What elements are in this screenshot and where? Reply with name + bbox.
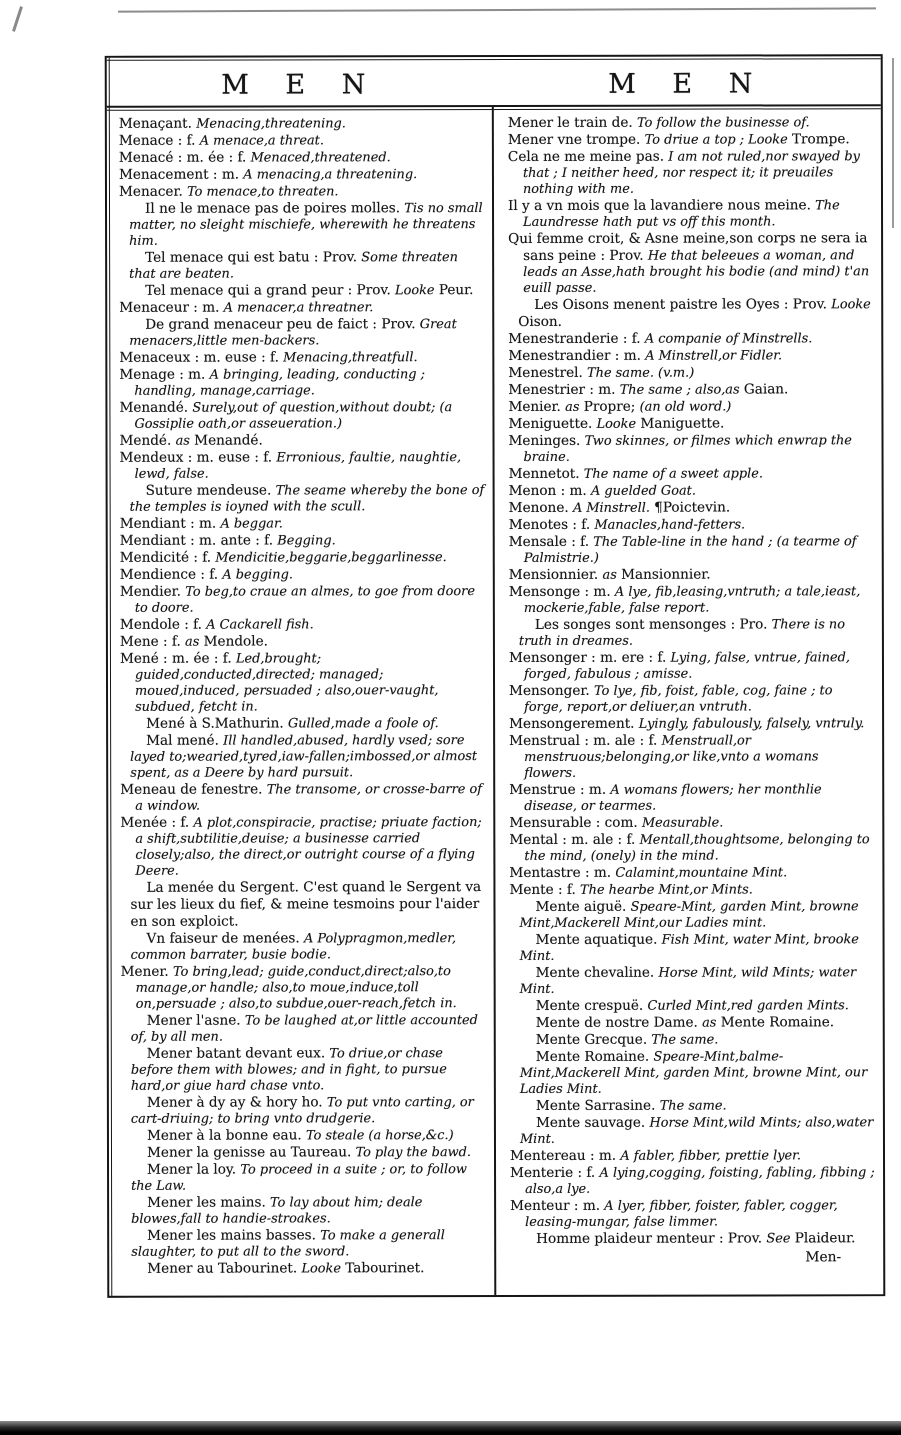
entry-roman-text: Mansionnier. [621,566,711,583]
dictionary-entry [510,1031,875,1049]
entry-italic-text: Horse Mint,wild Mints; also,water Mint. [519,1115,874,1147]
running-title-right: M E N [608,67,767,100]
entry-roman-text: Mener le train de. [507,114,633,131]
entry-roman-text: Menacement : m. [118,166,240,183]
dictionary-entry [508,381,873,399]
entry-roman-text: Menestrel. [508,364,583,381]
dictionary-entry [120,650,485,716]
dictionary-entry [121,1227,486,1261]
entry-italic-text: The same. [659,1098,727,1114]
entry-italic-text: Led,brought; guided,conducted,directed; managed; moued,induced, persuaded ; also,ouer-vaught, subdued, fetcht in. [134,651,439,715]
dictionary-entry [508,432,873,466]
entry-roman-text: Suture mendeuse. [145,482,272,499]
entry-roman-text: Mente Romaine. [535,1048,650,1065]
entry-italic-text: Mentall,thoughtsome, belonging to the mind, (onely) in the mind. [524,832,870,864]
entry-italic-text: A Minstrell,or Fidler. [645,348,783,364]
dictionary-entry [510,1097,875,1115]
entry-italic-text: as [175,433,190,449]
scan-bottom-edge-artifact [0,1421,901,1435]
entry-roman-text: Menestranderie : f. [508,330,641,347]
entry-italic-text: Menacing,threatfull. [283,350,418,366]
entry-italic-text: The Table-line in the hand ; (a tearme of Palmistrie.) [523,534,857,566]
entry-roman-text: Meninges. [508,432,581,449]
dictionary-entry [509,831,874,865]
entry-italic-text: A menacer,a threatner. [223,300,374,316]
entry-italic-text: Ill handled,abused, hardly vsed; sore layed to;wearied,tyred,iaw-fallen;imbossed,or almost spent, as a Deere by hard pursuit. [130,733,478,781]
dictionary-entry [120,732,485,782]
dictionary-entry [119,432,484,450]
dictionary-entry [121,1260,486,1278]
dictionary-entry [508,398,873,416]
entry-italic-text: Looke [395,283,435,299]
entry-italic-text: Menacing,threatening. [196,116,346,132]
entry-roman-text: Menotes : f. [508,516,591,533]
entry-italic-text: To put vnto carting, or cart-driuing; to bring vnto drudgerie. [130,1095,474,1127]
entry-italic-text: Looke [301,1261,342,1277]
entry-roman-text: Mensonger. [509,682,590,699]
dictionary-entry [510,1197,875,1231]
entry-roman-text: Menone. [508,499,569,516]
entry-roman-text: Menaceur : m. [119,299,220,316]
entry-roman-text: Mensionnier. [508,566,599,583]
entry-roman-text: Menon : m. [508,482,587,499]
dictionary-entry [509,814,874,832]
dictionary-entry [509,864,874,882]
entry-roman-text: Meneau de fenestre. [120,781,263,798]
entry-italic-text: Begging. [277,533,336,549]
dictionary-entry [510,931,875,965]
dictionary-entry [508,296,873,331]
entry-roman-text: Menestrier : m. [508,381,616,398]
dictionary-entry [510,1114,875,1148]
entry-italic-text: A plot,conspiracie, practise; priuate faction; a shift,subtilitie,deuise; a businesse carried closely;also, the direct,or outright course of a flying Deere. [135,815,482,879]
entry-roman-text: Menace : f. [118,132,196,149]
entry-italic-text: The transome, or crosse-barre of a window. [135,782,483,814]
dictionary-entry [120,633,485,651]
page-frame [105,54,886,1298]
dictionary-entry [121,930,486,964]
entry-italic-text: A womans flowers; her monthlie disease, or tearmes. [524,782,822,814]
entry-italic-text: Calamint,mountaine Mint. [615,865,788,881]
dictionary-entry [121,1045,486,1095]
dictionary-entry [509,465,874,483]
entry-roman-text: Trompe. [791,131,850,148]
left-column [107,107,494,1296]
entry-roman-text: Homme plaideur menteur : Prov. [536,1230,763,1247]
entry-roman-text: Mener à dy ay & hory ho. [146,1094,323,1111]
entry-italic-text: A lye, fib,leasing,vntruth; a tale,ieast, mockerie,fable, false report. [523,584,861,616]
entry-italic-text: Fish Mint, water Mint, brooke Mint. [519,932,859,964]
dictionary-entry [510,1230,875,1248]
dictionary-entry [119,115,484,133]
dictionary-entry [120,781,485,815]
entry-italic-text: A Cackarell fish. [206,617,314,633]
dictionary-entry [119,183,484,201]
entry-roman-text: Mente aiguë. [535,898,627,915]
entry-italic-text: To steale (a horse,&c.) [305,1128,454,1144]
dictionary-entry [119,316,484,350]
dictionary-entry [508,230,873,297]
entry-italic-text: To play the bawd. [355,1145,472,1161]
dictionary-entry [120,449,485,483]
entry-italic-text: Surely,out of question,without doubt; (a Gossiplie oath,or asseueration.) [134,400,453,432]
entry-italic-text: as [185,634,200,650]
entry-roman-text: Gaian. [743,381,789,398]
entry-italic-text: A guelded Goat. [590,483,696,499]
entry-italic-text: There is no truth in dreames. [518,617,846,649]
entry-italic-text: Curled Mint,red garden Mints. [647,998,849,1014]
dictionary-entry [119,200,484,250]
entry-italic-text: A menacing,a threatening. [243,167,418,183]
entry-roman-text: Vn faiseur de menées. [146,930,300,947]
entry-roman-text: Menandé. [194,432,263,449]
entry-roman-text: Menage : m. [119,366,206,383]
dictionary-entry [120,616,485,634]
dictionary-entry [121,1127,486,1145]
entry-italic-text: A lyer, fibber, foister, fabler, cogger, leasing-mungar, false limmer. [525,1198,838,1230]
dictionary-entry [119,399,484,433]
entry-italic-text: Horse Mint, wild Mints; water Mint. [519,965,857,997]
entry-italic-text: Erronious, faultie, naughtie, lewd, false. [134,450,462,482]
entry-roman-text: Mendole : f. [119,616,203,633]
dictionary-entry [509,499,874,517]
entry-roman-text: Mensonger : m. ere : f. [508,649,667,666]
entry-italic-text: To beg,to craue an almes, to goe from doore to doore. [134,584,475,616]
entry-italic-text: A beggar. [220,516,283,532]
entry-roman-text: Tabourinet. [345,1260,425,1277]
entry-italic-text: Manacles,hand-fetters. [594,517,746,533]
dictionary-entry [119,299,484,317]
entry-roman-text: Qui femme croit, & Asne meine,son corps ne sera ia sans peine : Prov. [508,230,868,264]
entry-roman-text: Propre; [583,398,636,415]
entry-roman-text: La menée du Sergent. C'est quand le Sergent va sur les lieux du fief, & meine tesmoins pour l'aider en son exploict. [130,879,482,930]
entry-italic-text: A bringing, leading, conducting ; handling, manage,carriage. [134,367,425,399]
dictionary-entry [510,1164,875,1198]
dictionary-entry [508,114,873,132]
dictionary-entry [121,1012,486,1046]
dictionary-entry [121,1161,486,1195]
text-columns [107,104,883,1296]
entry-roman-text: Mente : f. [509,881,576,898]
entry-roman-text: Mener la genisse au Taureau. [146,1144,352,1161]
entry-italic-text: Looke [831,297,871,313]
entry-italic-text: The Laundresse hath put vs off this month. [523,198,840,230]
entry-italic-text: To driue a top ; Looke [644,132,788,148]
dictionary-entry [120,482,485,516]
dictionary-entry [510,1147,875,1165]
entry-roman-text: Mener au Tabourinet. [147,1260,298,1277]
entry-roman-text: Mener batant devant eux. [146,1045,326,1062]
dictionary-entry [120,715,485,733]
entry-italic-text: (an old word.) [639,399,732,415]
entry-roman-text: Menacer. [118,183,183,200]
dictionary-entry [119,366,484,400]
dictionary-entry [120,814,485,880]
dictionary-entry [509,682,874,716]
dictionary-entry [509,649,874,683]
dictionary-entry [120,879,485,931]
running-title-left: M E N [221,68,380,101]
entry-italic-text: A menace,a threat. [199,133,324,149]
entry-roman-text: Plaideur. [794,1230,856,1247]
dictionary-entry [120,549,485,567]
entry-italic-text: Speare-Mint, garden Mint, browne Mint,Mackerell Mint,our Ladies mint. [519,899,859,931]
entry-italic-text: To bring,lead; guide,conduct,direct;also,to manage,or handle; also,to moue,induce,toll on,persuade ; also,to subdue,ouer-reach,fetch in. [135,964,457,1012]
entry-roman-text: Mener vne trompe. [507,131,641,148]
dictionary-entry [509,533,874,567]
entry-roman-text: Mener les mains basses. [147,1227,316,1244]
dictionary-entry [510,964,875,998]
dictionary-entry [119,166,484,184]
entry-roman-text: Peur. [438,282,474,299]
entry-italic-text: The same ; also,as [619,382,740,398]
entry-roman-text: Mendiant : m. [119,515,217,532]
entry-roman-text: Mendier. [119,583,181,600]
entry-roman-text: Mente sauvage. [535,1114,646,1131]
entry-roman-text: Menestrandier : m. [508,347,641,364]
entry-roman-text: Mener l'asne. [146,1012,241,1029]
scan-edge-corner-artifact [12,6,23,32]
dictionary-entry [119,149,484,167]
entry-italic-text: The seame whereby the bone of the temples is ioyned with the scull. [129,483,485,515]
entry-roman-text: Mente de nostre Dame. [535,1014,698,1031]
dictionary-entry [509,566,874,584]
entry-roman-text: Menstrue : m. [509,781,607,798]
entry-roman-text: Mentereau : m. [509,1147,617,1164]
entry-italic-text: To menace,to threaten. [187,184,339,200]
entry-roman-text: Menandé. [119,399,189,416]
entry-roman-text: Tel menace qui a grand peur : Prov. [145,282,391,299]
entry-roman-text: Menstrual : m. ale : f. [509,732,658,749]
entry-italic-text: To follow the businesse of. [636,115,810,131]
dictionary-entry [509,715,874,733]
entry-roman-text: Mener. [120,963,169,980]
entry-italic-text: To make a generall slaughter, to put all to the sword. [131,1228,445,1260]
entry-roman-text: Tel menace qui est batu : Prov. [145,249,358,266]
dictionary-entry [510,1014,875,1032]
dictionary-entry [509,781,874,815]
entry-italic-text: A fabler, fibber, prettie lyer. [620,1148,801,1164]
entry-roman-text: Mener à la bonne eau. [146,1127,302,1144]
entry-italic-text: A lying,cogging, foisting, fabling, fibbing ; also,a lye. [525,1165,875,1197]
entry-roman-text: Maniguette. [640,415,725,432]
dictionary-entry [508,148,873,198]
dictionary-entry [119,132,484,150]
entry-roman-text: Mendole. [203,633,268,650]
dictionary-entry [120,515,485,533]
entry-italic-text: To lay about him; deale blowes,fall to handie-stroakes. [131,1195,423,1227]
dictionary-entry [510,997,875,1015]
entry-roman-text: Mennetot. [508,465,580,482]
entry-roman-text: Mené à S.Mathurin. [146,715,284,732]
entry-roman-text: Cela ne me meine pas. [507,148,665,165]
entry-italic-text: See [766,1231,791,1247]
entry-roman-text: Il ne le menace pas de poires molles. [145,200,401,217]
dictionary-entry [120,566,485,584]
entry-italic-text: To proceed in a suite ; or, to follow the Law. [131,1162,467,1194]
entry-roman-text: Menier. [508,398,561,415]
entry-roman-text: Mente Grecque. [535,1031,648,1048]
entry-roman-text: Mendicité : f. [119,549,212,566]
entry-roman-text: De grand menaceur peu de faict : Prov. [145,316,416,333]
entry-italic-text: Some threaten that are beaten. [129,250,458,282]
entry-roman-text: Menaceux : m. euse : f. [119,349,279,366]
entry-italic-text: A begging. [222,567,293,583]
entry-italic-text: To be laughed at,or little accounted of, by all men. [130,1013,478,1045]
dictionary-entry [509,616,874,650]
entry-roman-text: Les Oisons menent paistre les Oyes : Prov. [534,296,828,313]
entry-roman-text: Meniguette. [508,415,593,432]
entry-italic-text: as [702,1015,717,1031]
entry-italic-text: Great menacers,little men-backers. [129,317,457,349]
entry-roman-text: Mente Romaine. [720,1014,835,1031]
scan-edge-top-artifact [118,7,876,12]
entry-roman-text: Mendience : f. [119,566,219,583]
entry-italic-text: Looke [596,416,637,432]
dictionary-entry [509,732,874,782]
entry-roman-text: Mensongerement. [509,715,635,732]
entry-italic-text: I am not ruled,nor swayed by that ; I neither heed, nor respect it; it preuailes nothing with me. [522,149,860,197]
entry-roman-text: Les songes sont mensonges : Pro. [534,616,768,633]
entry-roman-text: Mendé. [119,432,172,449]
entry-italic-text: A companie of Minstrells. [644,331,813,347]
entry-italic-text: The same. [651,1032,719,1048]
entry-roman-text: Mental : m. ale : f. [509,831,636,848]
dictionary-entry [120,532,485,550]
dictionary-entry [508,415,873,433]
entry-roman-text: Mente Sarrasine. [535,1097,656,1114]
dictionary-entry [119,282,484,300]
catchword: Men- [805,1249,842,1266]
running-title-row [107,56,881,106]
entry-roman-text: Mene : f. [119,633,181,650]
entry-italic-text: Lyingly, fabulously, falsely, vntruly. [638,716,865,732]
dictionary-entry [120,583,485,617]
entry-roman-text: Mener les mains. [147,1194,266,1211]
entry-italic-text: Tis no small matter, no sleight mischiefe, wherewith he threatens him. [129,201,483,249]
dictionary-entry [509,881,874,899]
entry-roman-text: Il y a vn mois que la lavandiere nous meine. [507,197,811,214]
entry-italic-text: To driue,or chase before them with blowes; and in fight, to pursue hard,or giue hard chase vnto. [130,1046,447,1094]
entry-roman-text: Mendeux : m. euse : f. [119,449,273,466]
dictionary-entry [121,963,486,1013]
entry-roman-text: Mener la loy. [147,1161,237,1178]
entry-italic-text: The same. (v.m.) [587,365,695,381]
entry-roman-text: Mendiant : m. ante : f. [119,532,274,549]
entry-italic-text: Gulled,made a foole of. [287,716,439,732]
entry-roman-text: Menaçant. [118,115,192,132]
dictionary-entry [119,249,484,283]
entry-italic-text: Measurable. [641,815,724,831]
entry-italic-text: Speare-Mint,balme-Mint,Mackerell Mint, garden Mint, browne Mint, our Ladies Mint. [519,1049,868,1097]
entry-roman-text: Mente chevaline. [535,964,655,981]
entry-roman-text: Mensurable : com. [509,814,638,831]
dictionary-entry [508,364,873,382]
entry-roman-text: Mensale : f. [508,533,590,550]
entry-roman-text: Menacé : m. ée : f. [118,149,247,166]
scan-edge-right-artifact [892,58,894,228]
entry-italic-text: Menaced,threatened. [250,150,391,166]
dictionary-entry [508,131,873,149]
entry-italic-text: as [565,399,580,415]
entry-italic-text: A Minstrell. [572,500,650,516]
entry-italic-text: To lye, fib, foist, fable, cog, faine ; to forge, report,or deliuer,an vntruth. [524,683,833,715]
entry-roman-text: Menteur : m. [510,1197,601,1214]
entry-italic-text: The name of a sweet apple. [583,466,764,482]
entry-roman-text: Mente crespuë. [535,997,644,1014]
dictionary-entry [119,349,484,367]
entry-roman-text: Menée : f. [120,814,190,831]
entry-italic-text: Two skinnes, or filmes which enwrap the braine. [523,433,852,465]
entry-roman-text: Menterie : f. [510,1164,596,1181]
entry-roman-text: Mentastre : m. [509,864,612,881]
entry-roman-text: Mené : m. ée : f. [119,650,232,667]
entry-roman-text: Mente aquatique. [535,931,658,948]
dictionary-entry [509,583,874,617]
entry-roman-text: Mal mené. [146,732,219,749]
entry-italic-text: Mendicitie,beggarie,beggarlinesse. [215,550,447,566]
dictionary-entry [509,898,874,932]
entry-italic-text: He that beleeues a woman, and leads an Asse,hath brought his bodie (and mind) t'an euill passe. [523,248,870,296]
right-column [494,106,883,1295]
entry-roman-text: Oison. [518,313,563,330]
dictionary-entry [508,197,873,231]
entry-italic-text: as [602,567,617,583]
dictionary-entry [509,516,874,534]
dictionary-entry [509,482,874,500]
entry-italic-text: Menstruall,or menstruous;belonging,or like,vnto a womans flowers. [524,733,819,781]
dictionary-entry [510,1048,875,1098]
entry-roman-text: ¶Poictevin. [654,499,731,516]
dictionary-entry [508,330,873,348]
dictionary-entry [121,1194,486,1228]
dictionary-entry [121,1094,486,1128]
entry-roman-text: Mensonge : m. [508,583,611,600]
dictionary-entry [508,347,873,365]
entry-italic-text: Lying, false, vntrue, fained, forged, fabulous ; amisse. [523,650,850,682]
dictionary-entry [121,1144,486,1162]
entry-italic-text: A Polypragmon,medler, common barrater, busie bodie. [130,931,457,963]
entry-italic-text: The hearbe Mint,or Mints. [580,882,753,898]
